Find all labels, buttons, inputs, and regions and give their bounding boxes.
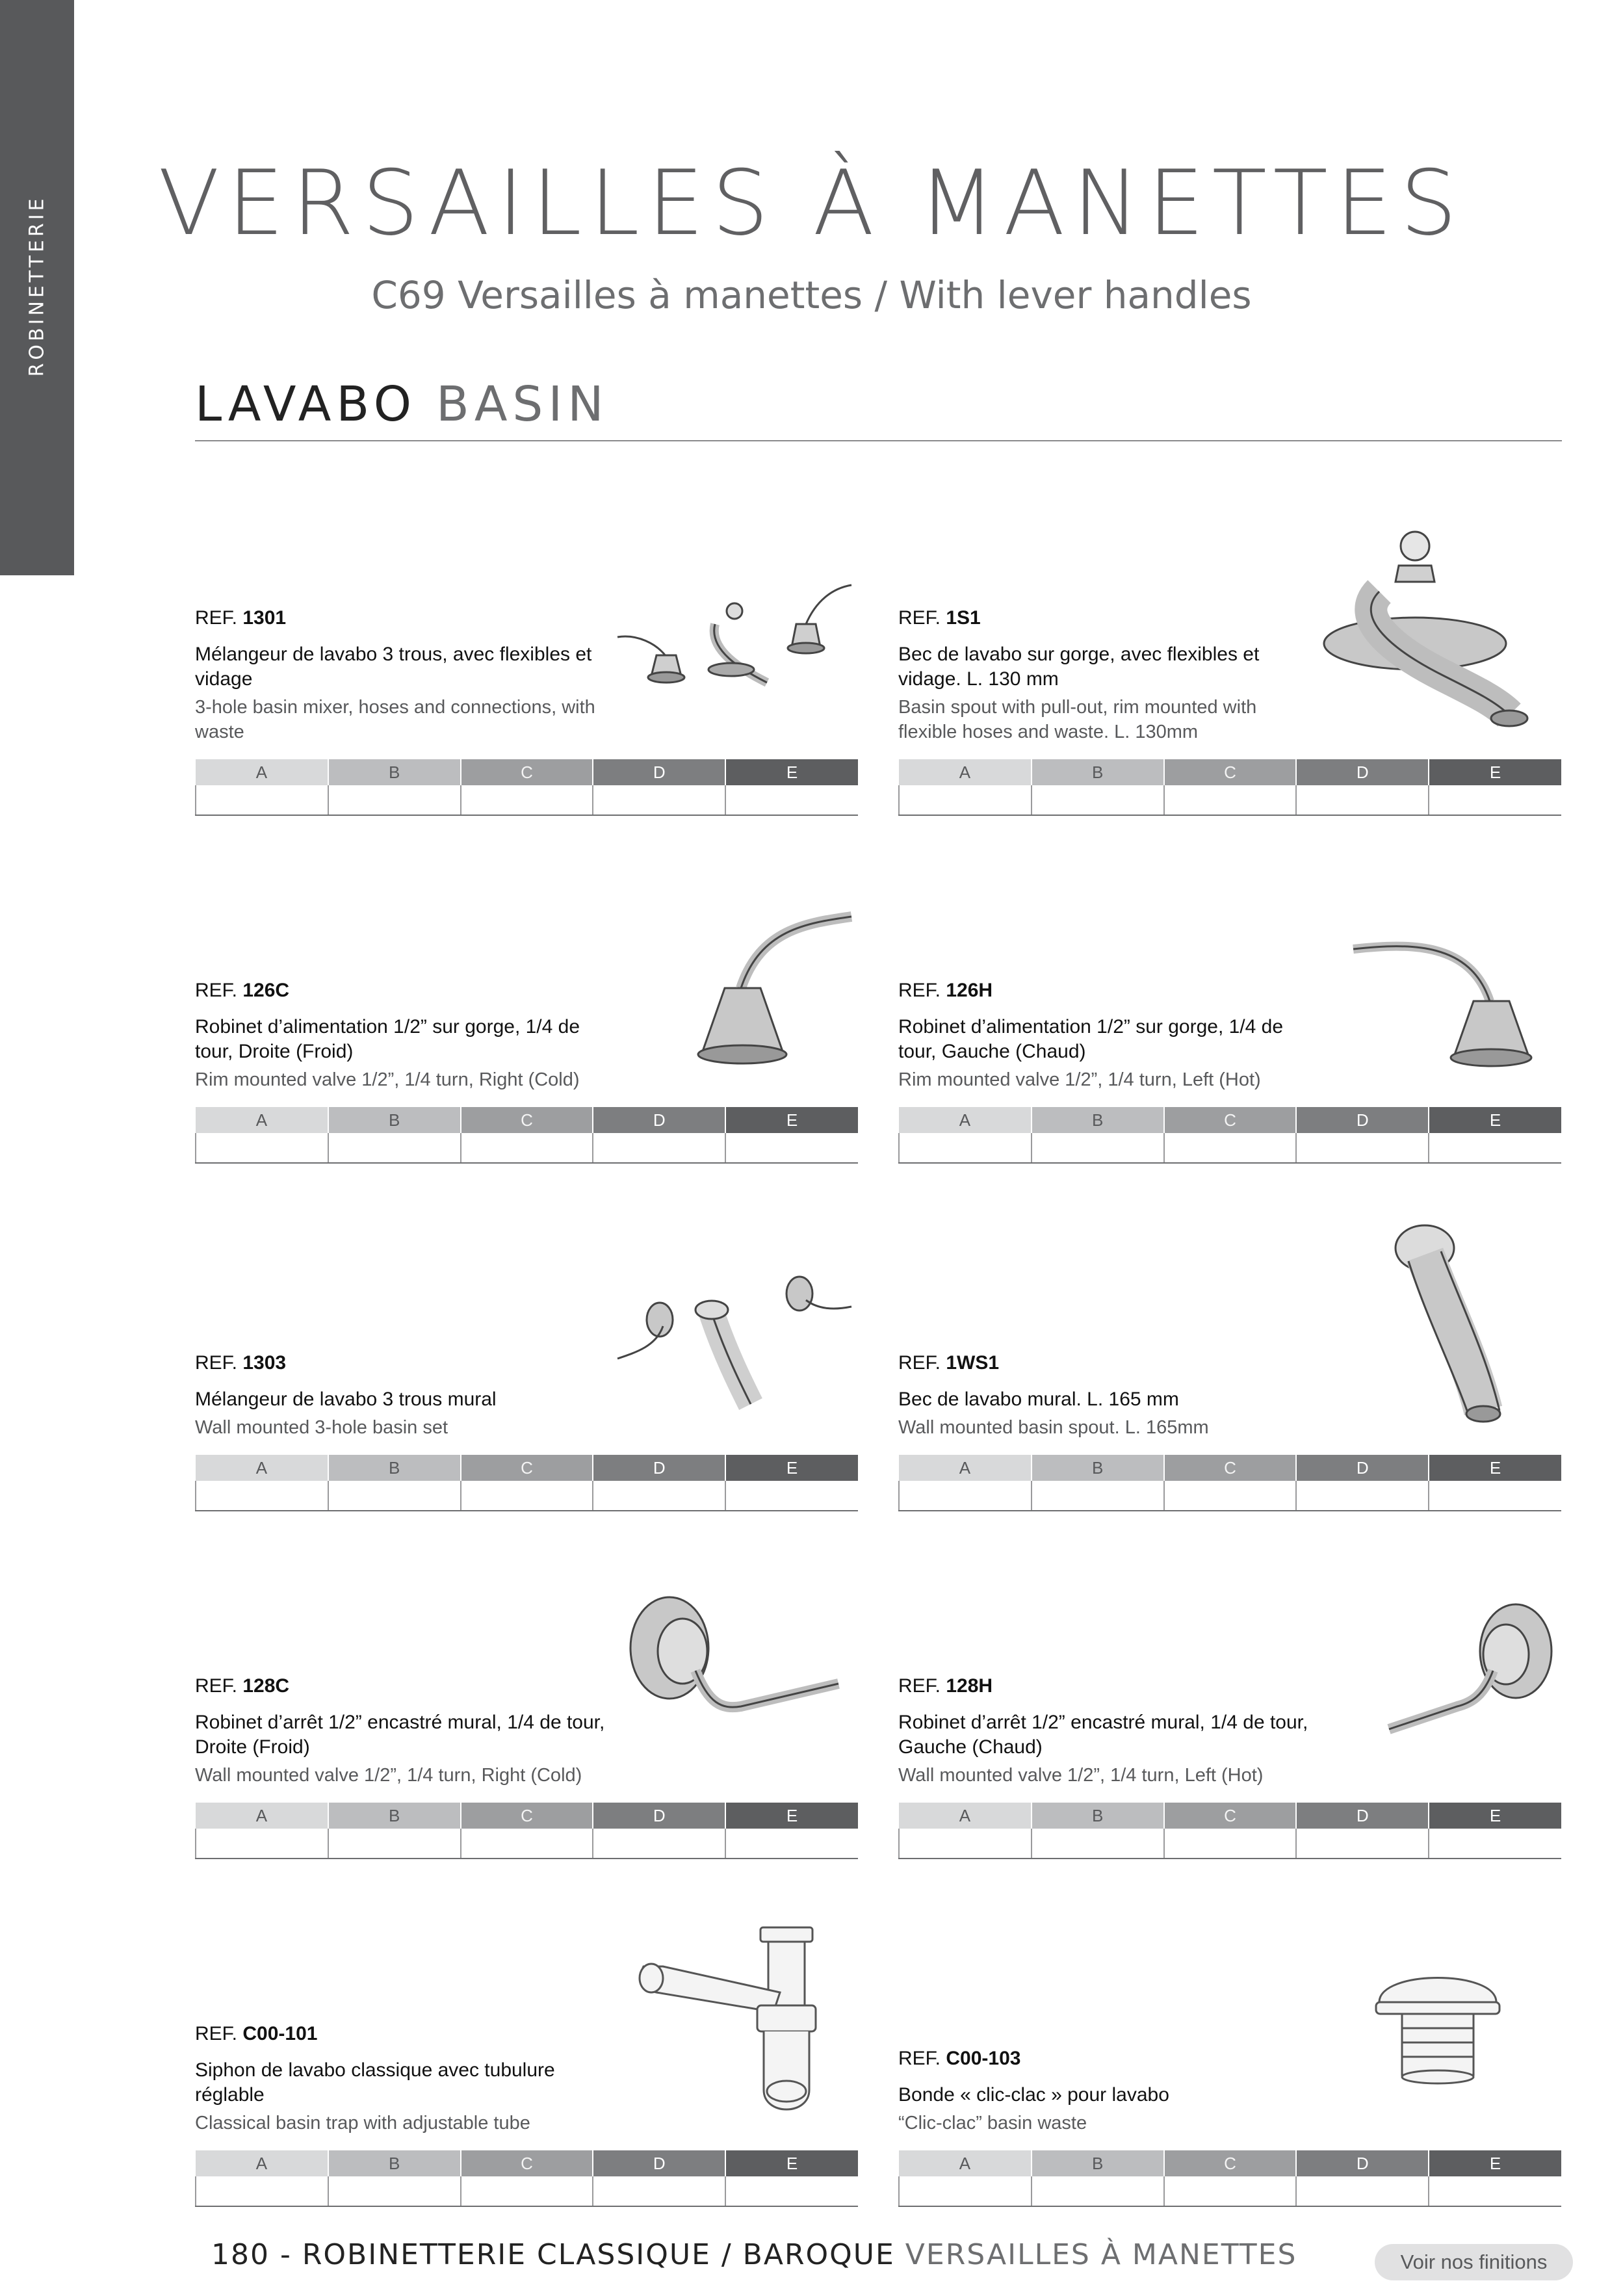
footer-separator: - <box>269 2238 302 2271</box>
finish-e-header: E <box>1429 1107 1561 1133</box>
finish-b-header: B <box>328 1107 461 1133</box>
finish-a-cell <box>899 2176 1032 2206</box>
finish-d-cell <box>1296 1133 1429 1163</box>
product-card <box>195 865 858 1164</box>
finish-table <box>195 1455 858 1511</box>
page-title: VERSAILLES À MANETTES <box>158 151 1465 255</box>
finish-e-cell <box>1429 1133 1561 1163</box>
finish-c-header: C <box>461 1455 593 1481</box>
finish-c-header: C <box>461 2150 593 2176</box>
wall-valve-left-icon <box>1379 1599 1561 1755</box>
product-name-fr: Robinet d’alimentation 1/2” sur gorge, 1/4 de tour, Gauche (Chaud) <box>898 1016 1284 1062</box>
finish-table <box>195 2150 858 2207</box>
page-number: 180 <box>211 2238 270 2271</box>
finish-c-header: C <box>461 1107 593 1133</box>
finish-table <box>195 759 858 816</box>
product-card <box>898 1908 1561 2207</box>
finish-d-header: D <box>593 1803 725 1829</box>
finish-e-header: E <box>1429 1803 1561 1829</box>
product-description <box>195 2023 611 2135</box>
finish-e-cell <box>1429 2176 1561 2206</box>
finish-a-header: A <box>196 1107 328 1133</box>
product-description <box>195 980 611 1092</box>
wall-mounted-basin-set-icon <box>611 1274 858 1430</box>
finish-c-cell <box>461 1481 593 1511</box>
finish-b-header: B <box>1032 1455 1164 1481</box>
product-name-en: Rim mounted valve 1/2”, 1/4 turn, Left (Hot) <box>898 1069 1261 1090</box>
finish-e-cell <box>725 1133 858 1163</box>
finish-a-header: A <box>899 1107 1032 1133</box>
finish-e-cell <box>725 1481 858 1511</box>
product-card <box>898 520 1561 816</box>
finish-d-header: D <box>1296 759 1429 785</box>
finish-d-header: D <box>1296 1455 1429 1481</box>
product-name-en: Wall mounted valve 1/2”, 1/4 turn, Left (Hot) <box>898 1765 1264 1786</box>
product-description <box>195 1675 611 1788</box>
finish-b-header: B <box>328 2150 461 2176</box>
finish-c-cell <box>1164 1481 1297 1511</box>
finish-e-header: E <box>725 1107 858 1133</box>
finish-a-header: A <box>899 2150 1032 2176</box>
product-ref: REF. 1301 <box>195 607 287 629</box>
three-hole-basin-mixer-icon <box>611 572 858 702</box>
finish-a-header: A <box>196 1803 328 1829</box>
product-description <box>898 1352 1314 1440</box>
finish-d-cell <box>1296 785 1429 815</box>
finish-b-cell <box>328 1133 461 1163</box>
wall-valve-right-icon <box>624 1586 845 1755</box>
product-ref: REF. 1303 <box>195 1352 287 1374</box>
finish-c-cell <box>1164 1829 1297 1859</box>
finish-b-header: B <box>328 759 461 785</box>
finish-c-cell <box>1164 2176 1297 2206</box>
product-ref: REF. C00-103 <box>898 2048 1021 2069</box>
finish-table <box>195 1803 858 1859</box>
finish-d-header: D <box>1296 2150 1429 2176</box>
finish-table <box>898 1107 1561 1164</box>
finish-c-header: C <box>1164 1455 1297 1481</box>
finish-a-header: A <box>196 759 328 785</box>
finish-b-header: B <box>1032 1107 1164 1133</box>
finish-e-header: E <box>725 2150 858 2176</box>
finish-e-cell <box>1429 1481 1561 1511</box>
finish-b-cell <box>1032 1133 1164 1163</box>
product-card <box>195 1216 858 1511</box>
finish-a-header: A <box>196 1455 328 1481</box>
product-name-fr: Bec de lavabo sur gorge, avec flexibles et vidage. L. 130 mm <box>898 644 1260 690</box>
clic-clac-waste-icon <box>1366 1957 1509 2100</box>
product-ref: REF. 128C <box>195 1675 290 1697</box>
side-tab-label: ROBINETTERIE <box>25 195 49 377</box>
section-title-fr: LAVABO <box>195 376 417 432</box>
section-title-en: BASIN <box>436 376 609 432</box>
product-name-fr: Bonde « clic-clac » pour lavabo <box>898 2084 1169 2106</box>
page-footer <box>211 2238 1297 2271</box>
finish-d-cell <box>593 1133 725 1163</box>
product-name-en: Wall mounted 3-hole basin set <box>195 1417 448 1438</box>
finish-b-header: B <box>1032 759 1164 785</box>
page-subtitle: C69 Versailles à manettes / With lever handles <box>371 273 1252 317</box>
finish-a-cell <box>196 1133 328 1163</box>
basin-trap-icon <box>624 1921 858 2129</box>
finish-c-header: C <box>1164 1107 1297 1133</box>
finish-table <box>898 759 1561 816</box>
finish-e-header: E <box>1429 759 1561 785</box>
product-ref: REF. 1S1 <box>898 607 981 629</box>
footer-collection: VERSAILLES À MANETTES <box>905 2238 1297 2271</box>
finish-e-header: E <box>725 759 858 785</box>
product-name-en: Classical basin trap with adjustable tube <box>195 2113 530 2133</box>
product-ref: REF. C00-101 <box>195 2023 318 2044</box>
finish-c-header: C <box>1164 1803 1297 1829</box>
product-description <box>195 1352 611 1440</box>
product-name-fr: Mélangeur de lavabo 3 trous mural <box>195 1389 497 1410</box>
rim-valve-left-icon <box>1340 930 1561 1079</box>
finish-b-header: B <box>1032 1803 1164 1829</box>
view-finishes-button[interactable]: Voir nos finitions <box>1375 2244 1573 2280</box>
finish-c-cell <box>461 1133 593 1163</box>
wall-mounted-spout-icon <box>1353 1216 1561 1430</box>
finish-d-cell <box>593 2176 725 2206</box>
product-ref: REF. 128H <box>898 1675 993 1697</box>
finish-d-header: D <box>593 759 725 785</box>
finish-b-cell <box>328 785 461 815</box>
finish-b-header: B <box>328 1803 461 1829</box>
finish-b-cell <box>328 1481 461 1511</box>
finish-a-header: A <box>899 1455 1032 1481</box>
product-card <box>195 1908 858 2207</box>
finish-a-cell <box>196 1829 328 1859</box>
finish-b-cell <box>1032 785 1164 815</box>
finish-a-cell <box>196 2176 328 2206</box>
finish-e-cell <box>725 1829 858 1859</box>
product-description <box>898 2048 1314 2135</box>
section-heading <box>195 376 609 432</box>
finish-d-header: D <box>1296 1107 1429 1133</box>
product-description <box>898 980 1314 1092</box>
product-name-fr: Robinet d’alimentation 1/2” sur gorge, 1/4 de tour, Droite (Froid) <box>195 1016 580 1062</box>
rim-mounted-spout-icon <box>1314 520 1561 741</box>
product-ref: REF. 1WS1 <box>898 1352 1000 1374</box>
product-description <box>195 607 611 744</box>
finish-b-cell <box>328 2176 461 2206</box>
product-name-en: “Clic-clac” basin waste <box>898 2113 1087 2133</box>
finish-e-header: E <box>1429 2150 1561 2176</box>
finish-table <box>195 1107 858 1164</box>
finish-c-cell <box>461 2176 593 2206</box>
finish-b-cell <box>1032 1481 1164 1511</box>
product-name-fr: Siphon de lavabo classique avec tubulure réglable <box>195 2059 555 2106</box>
finish-d-cell <box>593 1829 725 1859</box>
product-card <box>195 520 858 816</box>
finish-a-header: A <box>899 1803 1032 1829</box>
finish-b-cell <box>1032 1829 1164 1859</box>
finish-b-cell <box>1032 2176 1164 2206</box>
finish-a-cell <box>899 785 1032 815</box>
finish-a-header: A <box>899 759 1032 785</box>
product-name-en: Wall mounted valve 1/2”, 1/4 turn, Right (Cold) <box>195 1765 582 1786</box>
finish-c-cell <box>1164 1133 1297 1163</box>
product-description <box>898 607 1314 744</box>
finish-d-header: D <box>593 1455 725 1481</box>
finish-b-cell <box>328 1829 461 1859</box>
finish-e-header: E <box>725 1803 858 1829</box>
finish-c-header: C <box>461 1803 593 1829</box>
finish-d-cell <box>1296 1829 1429 1859</box>
product-description <box>898 1675 1314 1788</box>
finish-b-header: B <box>328 1455 461 1481</box>
section-divider <box>195 440 1562 441</box>
product-card <box>898 865 1561 1164</box>
finish-e-cell <box>725 2176 858 2206</box>
finish-d-cell <box>1296 1481 1429 1511</box>
finish-c-cell <box>1164 785 1297 815</box>
product-name-en: Basin spout with pull-out, rim mounted with flexible hoses and waste. L. 130mm <box>898 697 1257 742</box>
product-card <box>195 1560 858 1859</box>
finish-e-header: E <box>725 1455 858 1481</box>
product-name-fr: Bec de lavabo mural. L. 165 mm <box>898 1389 1179 1410</box>
finish-table <box>898 1803 1561 1859</box>
product-ref: REF. 126C <box>195 980 290 1001</box>
product-ref: REF. 126H <box>898 980 993 1001</box>
finish-a-cell <box>899 1829 1032 1859</box>
finish-e-cell <box>1429 785 1561 815</box>
finish-d-header: D <box>1296 1803 1429 1829</box>
finish-c-cell <box>461 1829 593 1859</box>
finish-d-cell <box>593 1481 725 1511</box>
finish-c-header: C <box>1164 2150 1297 2176</box>
finish-d-cell <box>1296 2176 1429 2206</box>
finish-e-cell <box>1429 1829 1561 1859</box>
finish-c-cell <box>461 785 593 815</box>
finish-a-cell <box>899 1133 1032 1163</box>
product-name-fr: Mélangeur de lavabo 3 trous, avec flexibles et vidage <box>195 644 592 690</box>
finish-d-header: D <box>593 2150 725 2176</box>
footer-category: ROBINETTERIE CLASSIQUE / BAROQUE <box>302 2238 895 2271</box>
finish-a-header: A <box>196 2150 328 2176</box>
product-name-fr: Robinet d’arrêt 1/2” encastré mural, 1/4 de tour, Gauche (Chaud) <box>898 1712 1308 1758</box>
finish-a-cell <box>196 785 328 815</box>
rim-valve-right-icon <box>663 891 858 1079</box>
product-card <box>898 1216 1561 1511</box>
finish-e-header: E <box>1429 1455 1561 1481</box>
finish-a-cell <box>196 1481 328 1511</box>
product-name-en: Rim mounted valve 1/2”, 1/4 turn, Right (Cold) <box>195 1069 580 1090</box>
finish-a-cell <box>899 1481 1032 1511</box>
finish-table <box>898 1455 1561 1511</box>
finish-d-cell <box>593 785 725 815</box>
product-name-en: 3-hole basin mixer, hoses and connections, with waste <box>195 697 595 742</box>
finish-d-header: D <box>593 1107 725 1133</box>
finish-e-cell <box>725 785 858 815</box>
product-name-en: Wall mounted basin spout. L. 165mm <box>898 1417 1209 1438</box>
finish-c-header: C <box>461 759 593 785</box>
finish-table <box>898 2150 1561 2207</box>
finish-b-header: B <box>1032 2150 1164 2176</box>
product-card <box>898 1560 1561 1859</box>
finish-c-header: C <box>1164 759 1297 785</box>
product-name-fr: Robinet d’arrêt 1/2” encastré mural, 1/4 de tour, Droite (Froid) <box>195 1712 605 1758</box>
